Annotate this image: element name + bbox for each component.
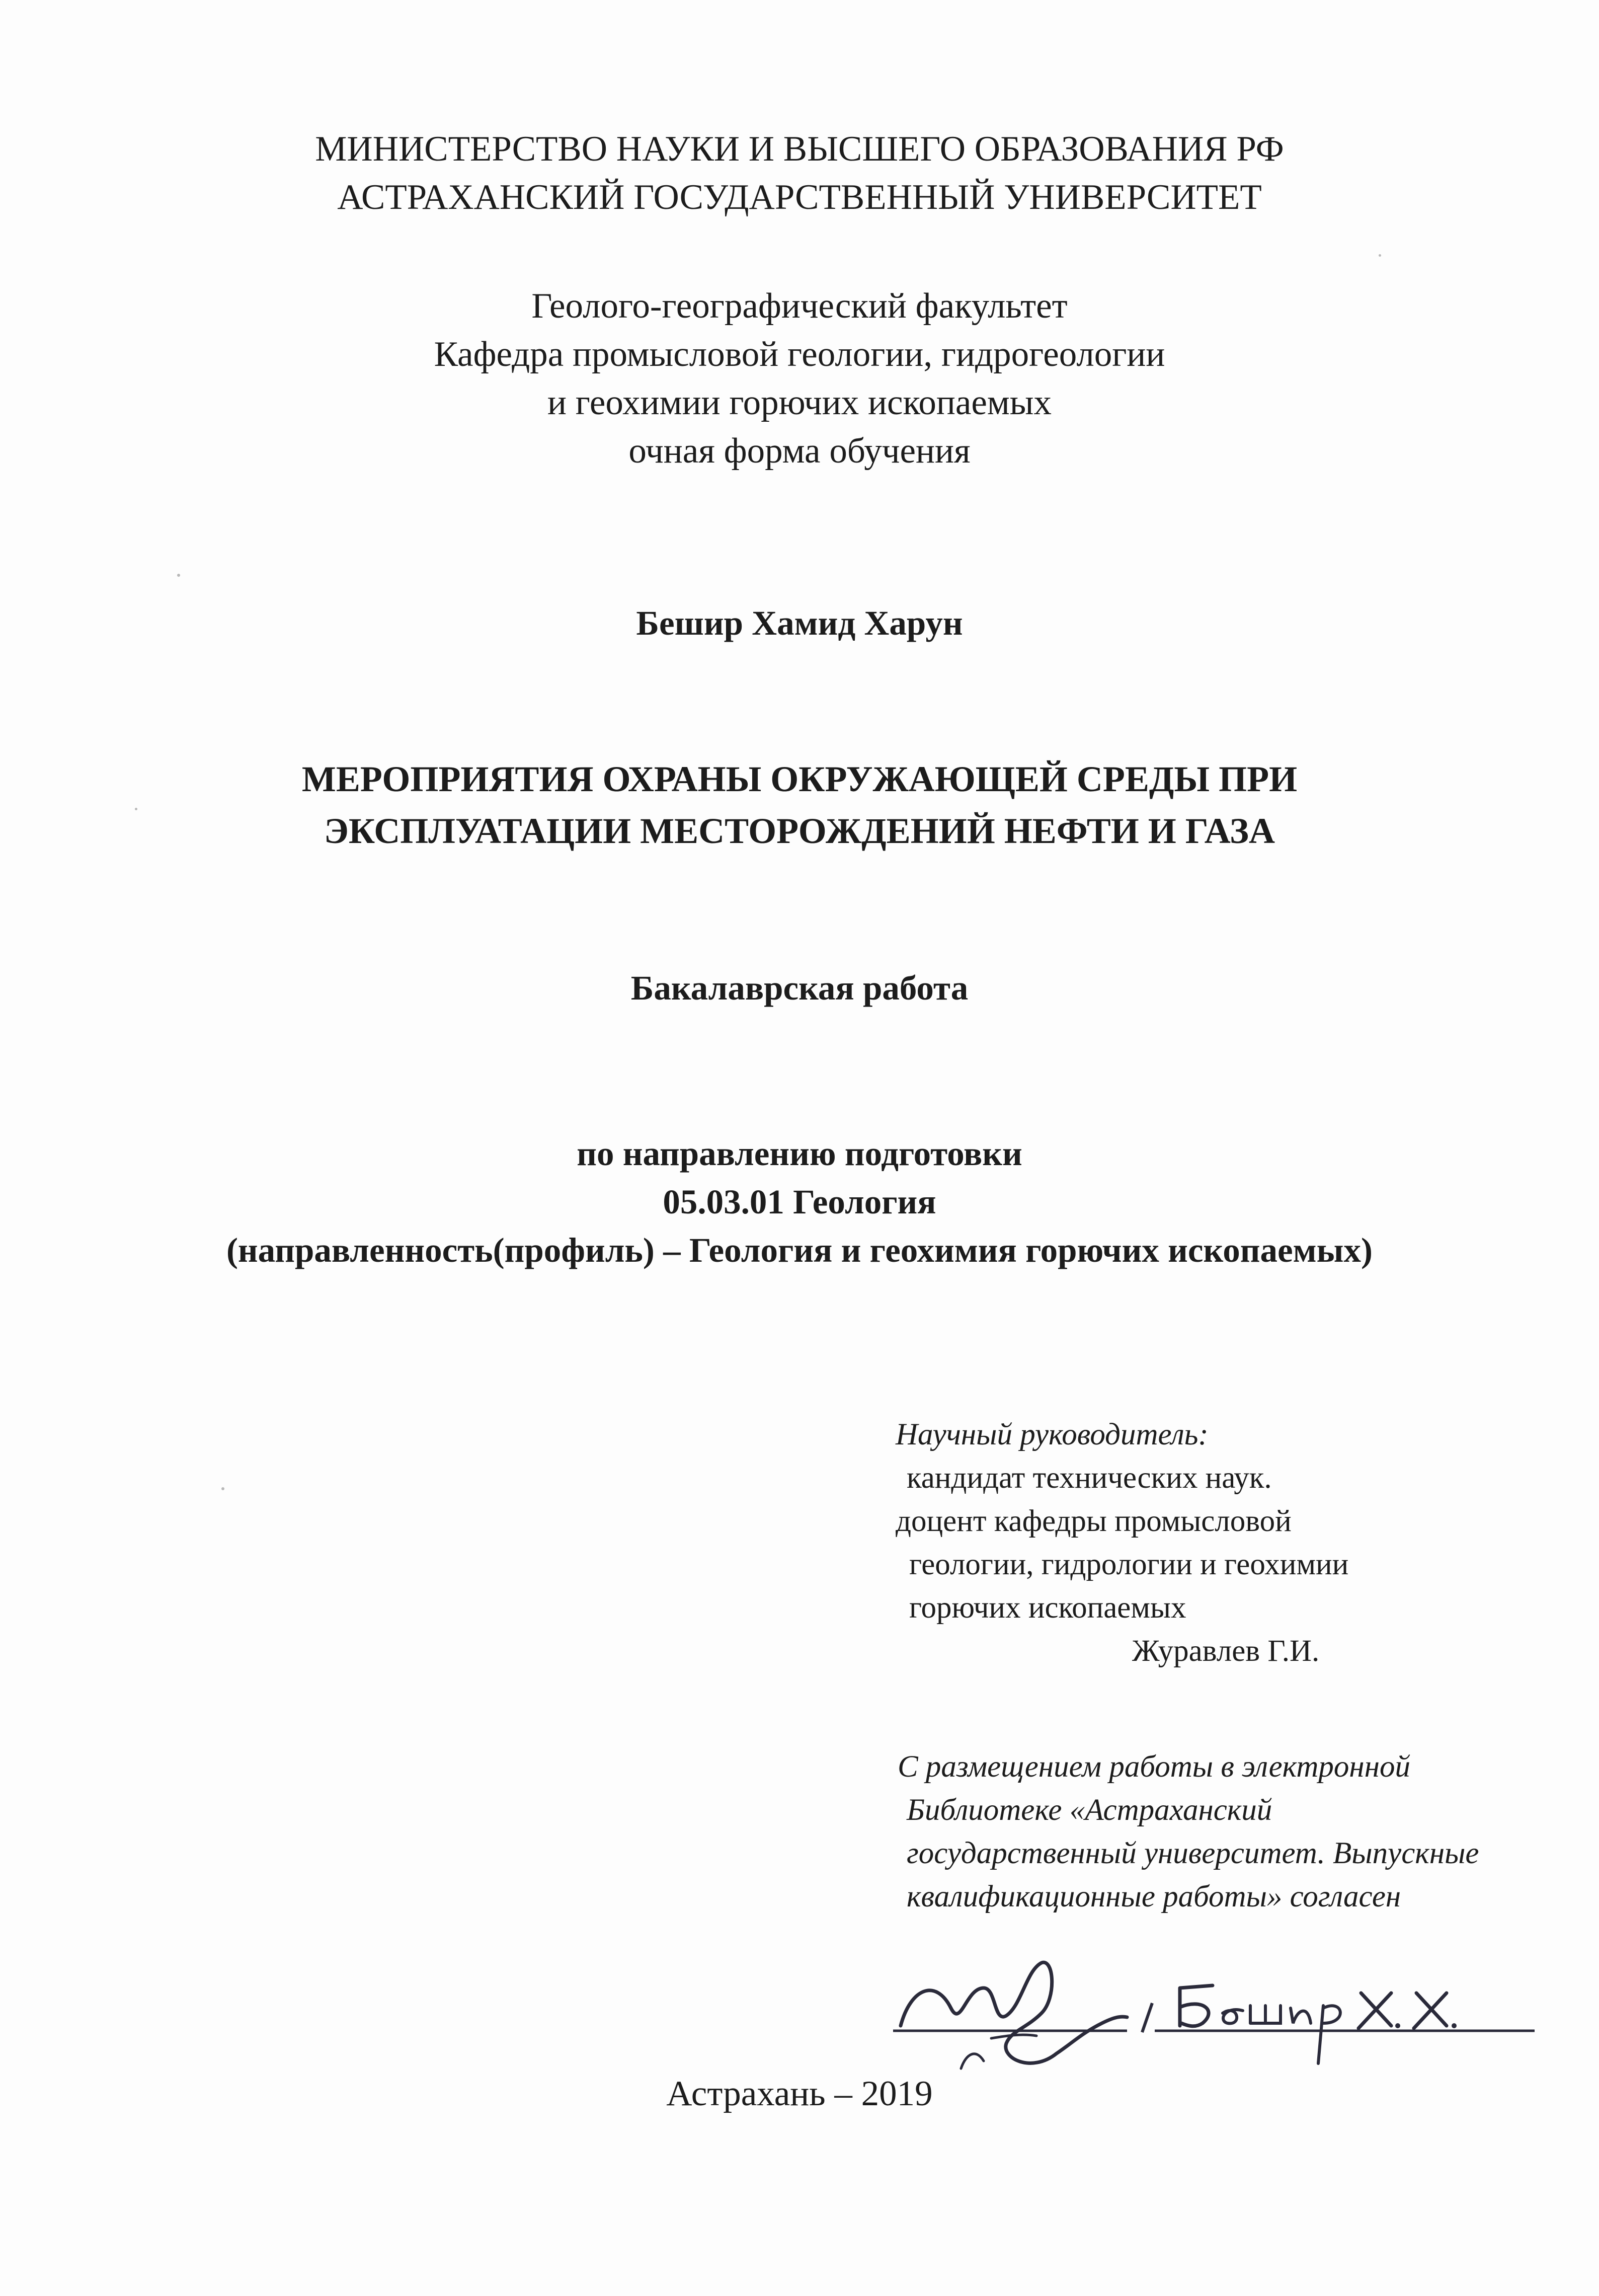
thesis-title (0, 753, 1599, 857)
supervisor-position-line2: геологии, гидрологии и геохимии (909, 1548, 1349, 1581)
author-block (0, 599, 1599, 647)
thesis-title-line1: МЕРОПРИЯТИЯ ОХРАНЫ ОКРУЖАЮЩЕЙ СРЕДЫ ПРИ (301, 759, 1298, 799)
scan-speck (177, 574, 180, 577)
direction-block (0, 1129, 1599, 1274)
supervisor-position-line3: горючих ископаемых (909, 1591, 1186, 1625)
consent-line4: квалификационные работы» согласен (907, 1880, 1401, 1914)
footer-block (0, 2070, 1599, 2118)
supervisor-position-line1: доцент кафедры промысловой (896, 1504, 1292, 1538)
supervisor-name: Журавлев Г.И. (1132, 1634, 1320, 1668)
ministry-name: МИНИСТЕРСТВО НАУКИ И ВЫСШЕГО ОБРАЗОВАНИЯ РФ (315, 129, 1284, 169)
consent-block (896, 1745, 1479, 1919)
work-type-block (0, 964, 1599, 1012)
thesis-title-line2: ЭКСПЛУАТАЦИИ МЕСТОРОЖДЕНИЙ НЕФТИ И ГАЗА (324, 811, 1275, 851)
signature-area (891, 1923, 1545, 2079)
work-type: Бакалаврская работа (630, 969, 969, 1007)
faculty-block (0, 282, 1599, 475)
ministry-header (0, 125, 1599, 221)
scan-speck (221, 1487, 224, 1490)
department-name-line2: и геохимии горючих ископаемых (547, 383, 1052, 422)
consent-line2: Библиотеке «Астраханский (907, 1793, 1272, 1827)
consent-line3: государственный университет. Выпускные (907, 1836, 1479, 1870)
supervisor-degree: кандидат технических наук. (907, 1461, 1272, 1495)
direction-profile: (направленность(профиль) – Геология и геохимия горючих ископаемых) (226, 1231, 1373, 1269)
direction-code: 05.03.01 Геология (663, 1183, 936, 1221)
study-form: очная форма обучения (628, 431, 971, 471)
scan-speck (1379, 254, 1381, 257)
supervisor-heading: Научный руководитель: (896, 1418, 1209, 1451)
supervisor-block (896, 1413, 1348, 1673)
city-year: Астрахань – 2019 (666, 2074, 933, 2113)
author-name: Бешир Хамид Харун (636, 604, 963, 642)
faculty-name: Геолого-географический факультет (531, 286, 1068, 326)
consent-line1: С размещением работы в электронной (898, 1750, 1410, 1784)
direction-heading: по направлению подготовки (577, 1134, 1022, 1173)
university-name: АСТРАХАНСКИЙ ГОСУДАРСТВЕННЫЙ УНИВЕРСИТЕТ (337, 178, 1262, 217)
department-name-line1: Кафедра промысловой геологии, гидрогеологии (434, 335, 1165, 374)
signature-graphic (891, 1923, 1545, 2079)
scan-speck (135, 808, 137, 810)
